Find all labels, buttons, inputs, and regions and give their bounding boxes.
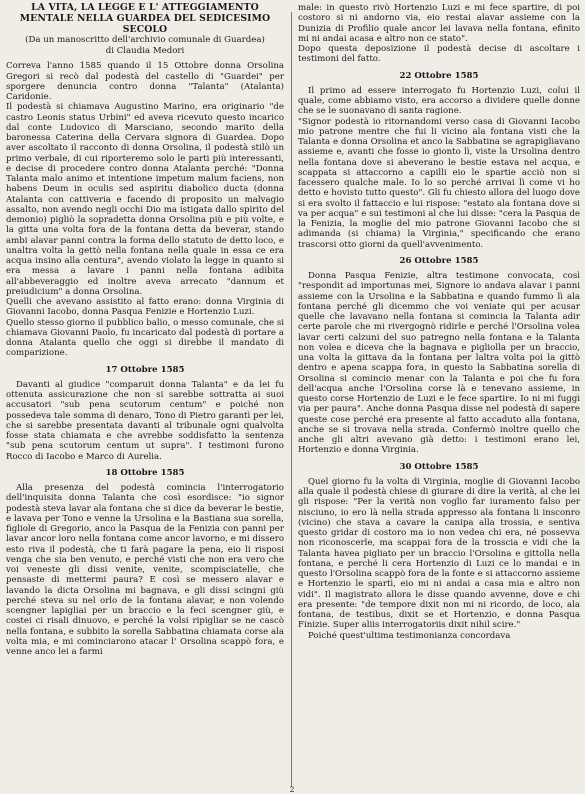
paragraph: Poiché quest'ultima testimonianza concordava [308, 630, 511, 641]
paragraph: Alla presenza del podestà comincia l'interrogatorio dell'inquisita donna Talanta che così esordisce: "io signor podestà steva lavar ala fontana che si dice da beverar le bestie, e lavava per Tono e venne la Ursolina e la Bastiana sua sorella, figliole di Gregorio, anco la Pasqua de la Fenizia con panni per lavar ancor loro nella fontana come ancor lavorno, e mi dissero esto riva il podestà, che ti farà pagare la pena, eio li risposi venga che sia ben venuto, e perché visti che non era vero che voi veneste gli dissi venite, venite, scompisciatelle, che pensaste di mettermi paura? E così se messero alavar e lavando la dicta Orsolina mi bagnava, e gli dissi scingni giù perché steva su nel orlo de la fontana alavar, e non volendo scengner lapigliai per un braccio e la feci scengner giù, e costei ci risali dinuovo, e perché la volsi ripigliar se ne cascò nella fontana, e subbito la sorella Sabbatina chiamata corse ala volta mia, e mi cominciarono atacar l' Orsolina scappò fora, e venne anco lei a farmi [6, 483, 284, 658]
article-header [6, 3, 284, 56]
section-date: 17 Ottobre 1585 [105, 364, 185, 375]
section-date: 22 Ottobre 1585 [399, 70, 479, 81]
section-date: 26 Ottobre 1585 [399, 255, 479, 266]
left-column [6, 3, 284, 657]
section-date: 18 Ottobre 1585 [105, 467, 185, 478]
section-date: 30 Ottobre 1585 [399, 461, 479, 472]
paragraph: Donna Pasqua Fenizie, altra testimone convocata, così "respondit ad importunas mei, Signore io andava alavar i panni assieme con la Ursolina e la Sabbatina e quando fummo lì ala fontana perché gli dicemmo che voi veniate qui per acusar quelle che lavavano nella fontana si comincia la Talanta adir certe parole che mi rivergognò ridirle e perché l'Orsolina volea lavar certi calzuni del suo patregno nella fontana e la Talanta non volea e diceva che la bagnava e pigliolla per un braccio, una volta la gittava da la fontana per laltra volta poi la gittò dentro e apena scappa fora, in questo la Sabbatina sorella di Orsolina si comincio menar con la Talanta e poi che fu fora dell'acqua anche l'Orsolina corse là e tenevano assieme, in questo corse Hortenzio de Luzi e le fece spartire. Io ni mi fuggì via per paura". Anche donna Pasqua disse nel podestà di sapere queste cose perché era presente al fatto accaduto alla fontana, anche se si trovava nella strada. Confermò inoltre quello che anche gli altri avevano già detto: i testimoni erano lei, Hortenzio e donna Virginia. [298, 271, 580, 456]
article-author: di Claudia Medori [105, 46, 185, 57]
paragraph: Davanti al giudice "comparuit donna Talanta" e da lei fu ottenuta assicurazione che non si sarebbe sottratta ai suoi accusatori "sub pena scutorum centum" e poiché non possedeva tale somma di denaro, Tono di Pietro garantì per lei, che si sarebbe presentata davanti al tribunale ogni qualvolta fosse stata chiamata e che avrebbe soddisfatto la sentenza "sub pena scutorum centum ut supra". I testimoni furono Rocco di Iacobo e Marco di Aurelia. [6, 379, 284, 462]
paragraph: Il primo ad essere interrogato fu Hortenzio Luzi, colui il quale, come abbiamo visto, era accorso a dividere quelle donne che se le suonavano di santa ragione. [298, 85, 580, 117]
paragraph: Dopo questa deposizione il podestà decise di ascoltare i testimoni del fatto. [298, 44, 580, 65]
column-divider [291, 12, 292, 787]
paragraph: Correva l'anno 1585 quando il 15 Ottobre donna Orsolina Gregori si recò dal podestà del castello di "Guardei" per sporgere denuncia contro donna "Talanta" (Atalanta) Caridonie. [6, 61, 284, 103]
article-subtitle: (Da un manoscritto dell'archivio comunale di Guardea) [25, 35, 265, 46]
paragraph: Quel giorno fu la volta di Virginia, moglie di Giovanni Iacobo alla quale il podestà chiese di giurare di dire la verità, al che lei gli rispose: "Per la verità non voglio far iuramento falso per nisciuno, io ero là nella strada appresso ala fontana li insconro (vicino) che stava a cavare la canipa alla trossia, e sentiva questo gridar di costoro ma io non vedea chi era, né possevva non riconoscerle, ma scappai fora de la trosscia e vidi che la Talanta havea pigliato per un braccio l'Orsolina e gittolla nella fontana, e perché li cera Hortenzio di Luzi ce lo mandai e in questo l'Orsolina scappò fora de la fonte e si attaccorno assieme e Hortenzio le spartì, eio mi ni andai a casa mia e altro non vidi". Il magistrato allora le disse quando avvenne, dove e chi era presente: "de tempore dixit non mi ni ricordo, de loco, ala fontana, de testibus, dixit se et Hortenzio, e donna Pasqua Finizie. Super aliis interrogatoriis dixit nihil scire." [298, 476, 580, 631]
paragraph: "Signor podestà io ritornandomi verso casa di Giovanni Iacobo mio patrone mentre che fui li vicino ala fontana visti che la Talanta e donna Orsolina et anco la Sabbatina se agrapigliavano assieme e, avanti che fosse io gionto lì, viste la Ursolina dentro nella fontana dove si abeverano le bestie estava nel acqua, e scappata si attaccorno a capilli eio le spartie acciò non si facessero qualche male. Io lo so perché arrivai lì come vi ho detto e hovisto tutto questo". Gli fu chiesto allora del luogo dove si era svolto il fattaccio e lui rispose: "estato ala fontana dove si va per acqua" e sui testimoni al che lui disse: "cera la Pasqua de la Fenizia, la moglie del mio patrone Giovanni Iacobo che si adimanda (si chiama) la Virginia," specificando che erano trascorsi otto giorni da quell'avvenimento. [298, 116, 580, 250]
article-title: LA VITA, LA LEGGE E L' ATTEGGIAMENTO MENTALE NELLA GUARDEA DEL SEDICESIMO SECOLO [19, 2, 271, 35]
paragraph: Quelli che avevano assistito al fatto erano: donna Virginia di Giovanni Iacobo, donna Pasqua Fenizie e Hortenzio Luzi. [6, 297, 284, 318]
paragraph: Quello stesso giorno il pubblico balio, o messo comunale, che si chiamava Giovanni Paolo, fu incaricato dal podestà di portare a donna Atalanta quello che oggi si direbbe il mandato di comparizione. [6, 317, 284, 359]
right-column [298, 3, 580, 641]
paragraph: male: in questo rivò Hortenzio Luzi e mi fece spartire, di poi costoro si ni andorno via, eio restai alavar assieme con la Dunizia di Profilio quale ancor lei lavava nella fontana, efinito mi ni andai acasa e altro non ce stato". [298, 3, 580, 44]
paragraph: Il podestà si chiamava Augustino Marino, era originario "de castro Leonis status Urbini" ed aveva ricevuto questo incarico dal conte Ludovico di Marsciano, secondo marito della baronessa Caterina della Cervara signora di Guardea. Dopo aver ascoltato il racconto di donna Orsolina, il podestà stilò un primo verbale, di cui riporteremo solo le parti più interessanti, e decise di procedere contro donna Atalanta perché: "Donna Talanta malo animo et intentione impetum malum faciens, non habens Deum in oculis sed aspiritu diabolico ducta (donna Atalanta con cattiveria e facendo di proposito un malvagio assalto, non avendo negli occhi Dio ma istigata dallo spirito del demonio) pigliò la sopradetta donna Orsolina più e più volte, e la gitta una volta fora de la fontana detta da beverar, stando ambi alavar panni contra la forma dello statuto de detto loco, e unaltra volta la gettò nella fontana nella quale in essa ce era acqua insino alla centura", avendo violato la legge in quanto si era messa a lavare i panni nella fontana adibita all'abbeveraggio ed inoltre aveva arrecato "dannum et preiudicium" a donna Orsolina. [6, 102, 284, 297]
page-number: 2 [289, 785, 295, 794]
